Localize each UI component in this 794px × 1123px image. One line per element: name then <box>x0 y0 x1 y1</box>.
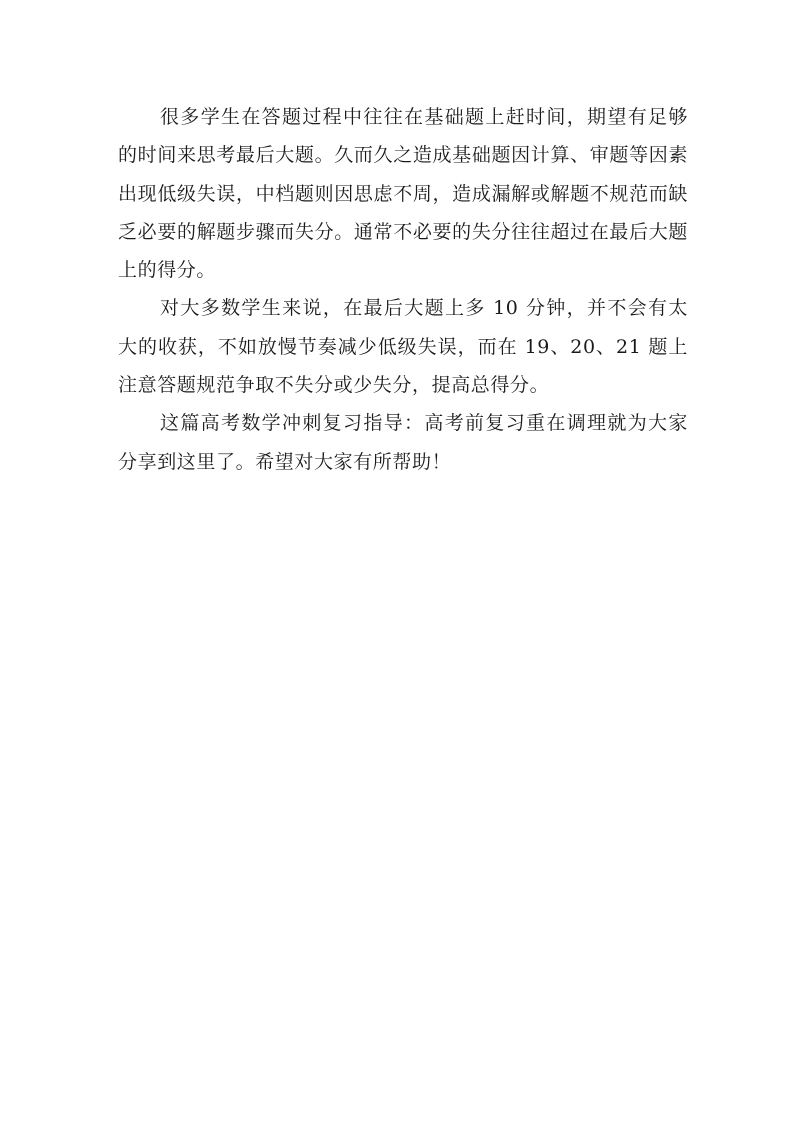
paragraph-time-advice: 对大多数学生来说，在最后大题上多 10 分钟，并不会有太大的收获，不如放慢节奏减少低级失误，而在 19、20、21 题上注意答题规范争取不失分或少失分，提高总得分。 <box>118 297 688 397</box>
paragraph-basic-questions: 很多学生在答题过程中往往在基础题上赶时间，期望有足够的时间来思考最后大题。久而久之造成基础题因计算、审题等因素出现低级失误，中档题则因思虑不周，造成漏解或解题不规范而缺乏必要的解题步骤而失分。通常不必要的失分往往超过在最后大题上的得分。 <box>118 106 688 282</box>
document-body <box>118 98 688 481</box>
paragraph-closing: 这篇高考数学冲刺复习指导：高考前复习重在调理就为大家分享到这里了。希望对大家有所帮助！ <box>118 412 688 473</box>
